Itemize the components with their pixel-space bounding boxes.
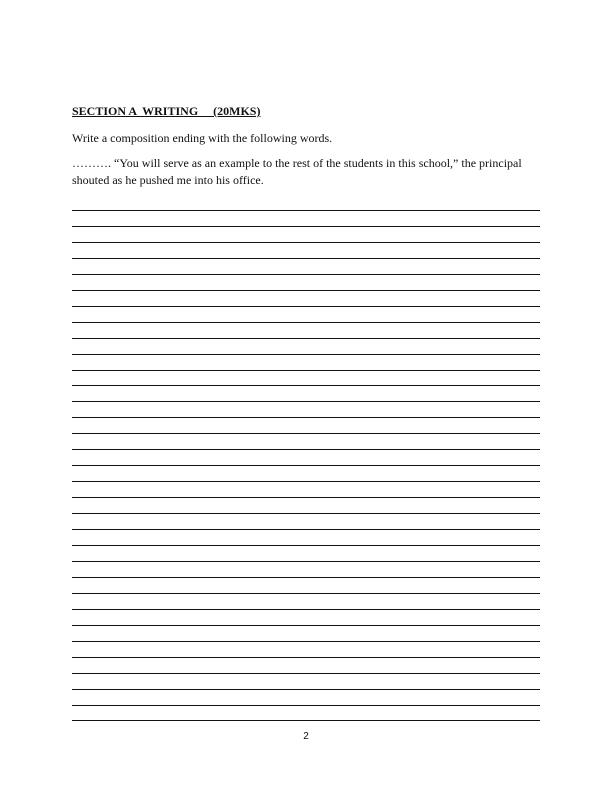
writing-line [72,465,540,466]
writing-line [72,529,540,530]
prompt-line-1: ………. “You will serve as an example to the rest of the students in this school,” the principal [72,156,522,170]
writing-line [72,641,540,642]
writing-line [72,545,540,546]
writing-line [72,385,540,386]
writing-line [72,513,540,514]
writing-line [72,577,540,578]
writing-line [72,433,540,434]
writing-line [72,593,540,594]
writing-line [72,449,540,450]
writing-line [72,258,540,259]
instruction-text: Write a composition ending with the following words. [72,131,333,145]
writing-line [72,689,540,690]
writing-line [72,673,540,674]
writing-line [72,370,540,371]
writing-line [72,242,540,243]
writing-line [72,290,540,291]
writing-line [72,705,540,706]
prompt-line-2: shouted as he pushed me into his office. [72,173,264,187]
writing-line [72,210,540,211]
writing-line [72,226,540,227]
writing-line [72,401,540,402]
writing-line [72,561,540,562]
writing-line [72,720,540,721]
writing-lines[interactable] [72,0,540,792]
writing-line [72,322,540,323]
writing-line [72,417,540,418]
writing-line [72,481,540,482]
section-heading: SECTION A WRITING (20MKS) [72,104,261,118]
writing-line [72,354,540,355]
writing-line [72,657,540,658]
page-number: 2 [303,731,309,742]
writing-line [72,625,540,626]
writing-line [72,274,540,275]
writing-line [72,306,540,307]
writing-line [72,338,540,339]
writing-line [72,609,540,610]
writing-line [72,497,540,498]
